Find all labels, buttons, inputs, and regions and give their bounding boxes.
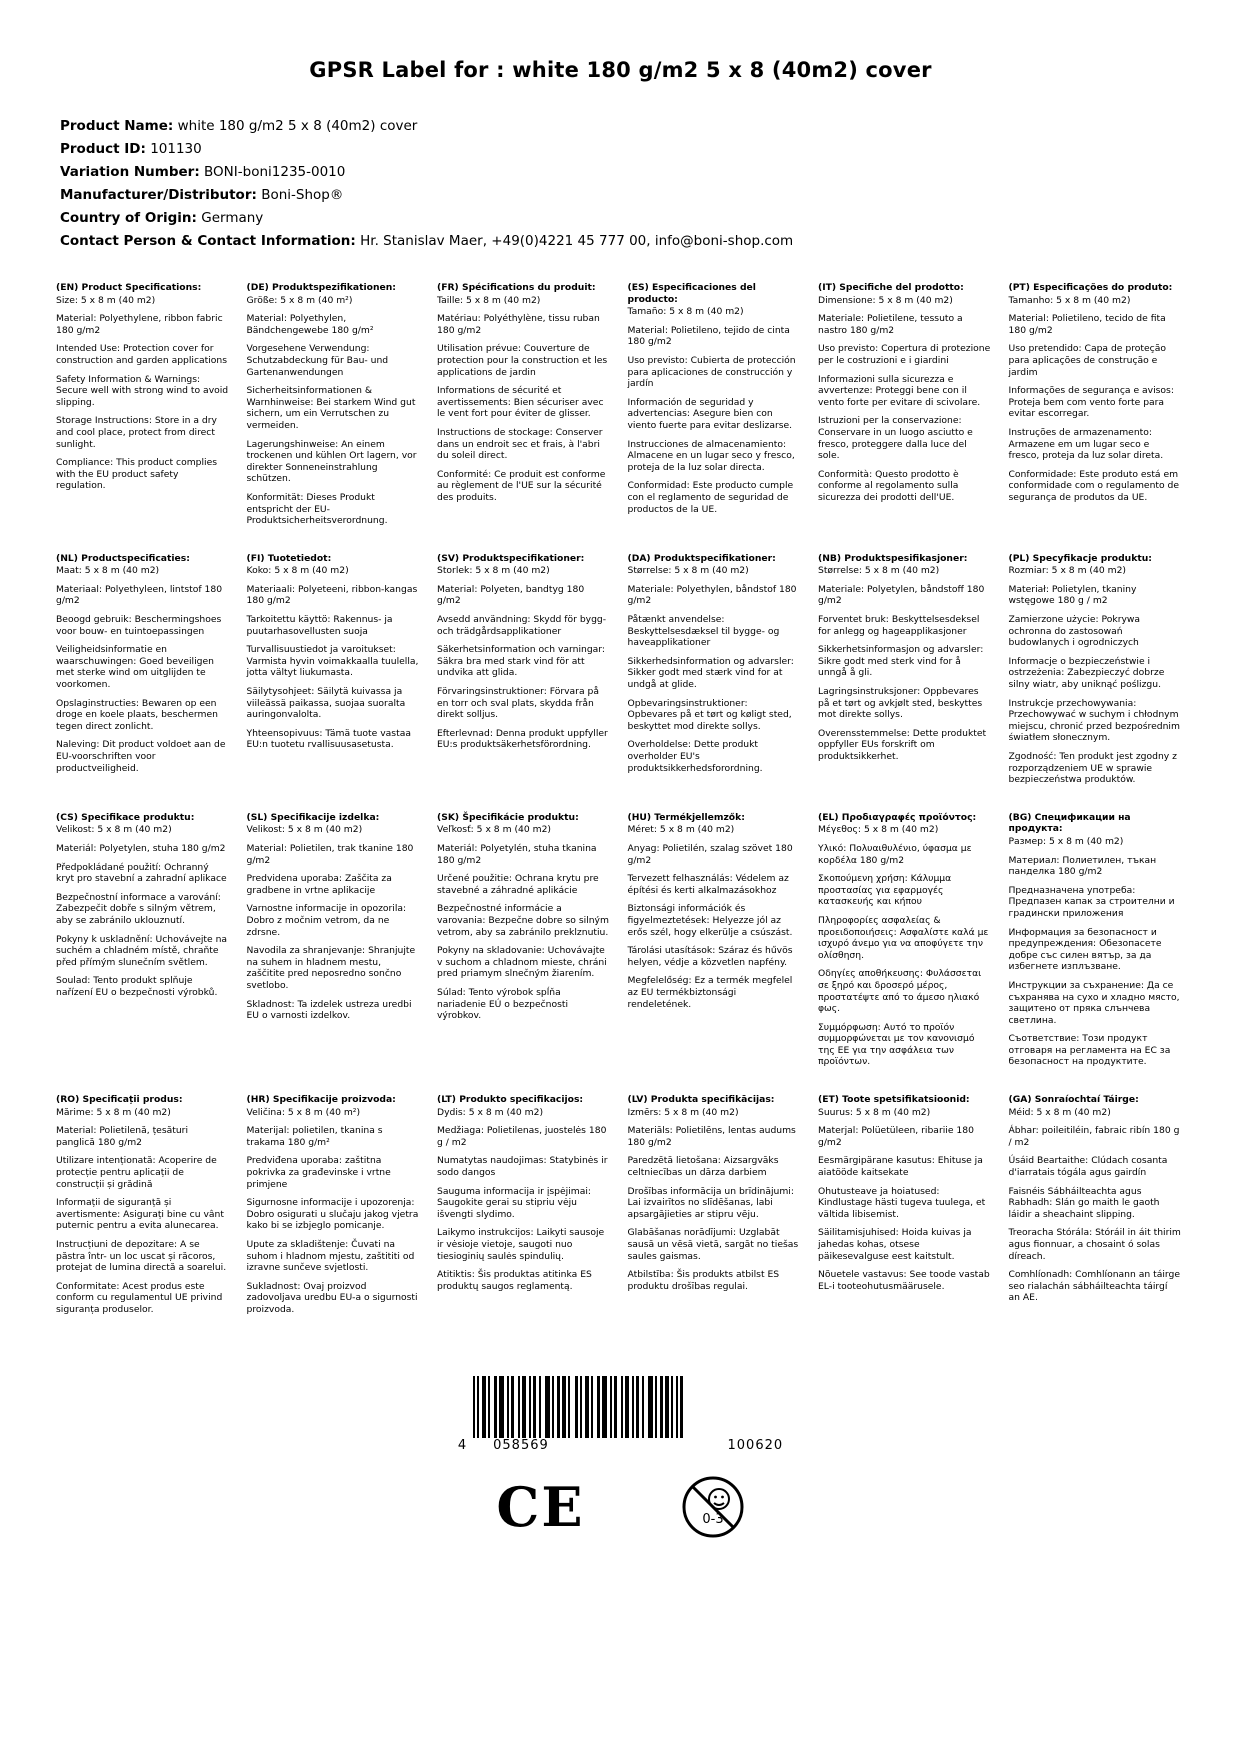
spec-line: Varnostne informacije in opozorila: Dobro z močnim vetrom, da ne zdrsne.	[246, 903, 407, 938]
spec-line: Materiał: Polietylen, tkaniny wstęgowe 180 g / m2	[1008, 583, 1137, 607]
spec-line: Dimensione: 5 x 8 m (40 m2)	[818, 294, 953, 306]
spec-line: Materiaali: Polyeteeni, ribbon-kangas 180 g/m2	[246, 583, 418, 607]
spec-line: Storlek: 5 x 8 m (40 m2)	[437, 565, 550, 577]
spec-heading: (FR) Spécifications du produit:	[437, 282, 596, 293]
spec-line: Súlad: Tento výrobok spĺňa nariadenie EÚ o bezpečnosti výrobkov.	[437, 986, 569, 1022]
spec-line: Megfelelőség: Ez a termék megfelel az EU termékbiztonsági rendeletének.	[627, 975, 793, 1010]
meta-value: BONI-boni1235-0010	[204, 164, 346, 180]
spec-line: Storage Instructions: Store in a dry and cool place, protect from direct sunlight.	[56, 415, 217, 450]
spec-line: Materiāls: Polietilēns, lentas audums 180 g/m2	[627, 1125, 796, 1148]
spec-line: Материал: Полиетилен, тъкан панделка 180 g/m2	[1008, 854, 1157, 878]
conformity-marks	[496, 1475, 744, 1539]
spec-block-el	[818, 812, 995, 1094]
spec-heading: (RO) Specificații produs:	[56, 1094, 183, 1106]
spec-line: Informações de segurança e avisos: Proteja bem com vento forte para evitar escorregar.	[1008, 385, 1174, 420]
spec-line: Yhteensopivuus: Tämä tuote vastaa EU:n tuotetu rvallisuusasetusta.	[246, 727, 411, 751]
spec-line: Sukladnost: Ovaj proizvod zadovoljava uredbu EU-a o sigurnosti proizvoda.	[246, 1280, 418, 1315]
spec-block-et	[818, 1094, 995, 1342]
spec-line: Laikymo instrukcijos: Laikyti sausoje ir vėsioje vietoje, saugoti nuo tiesioginių saulės spindulių.	[437, 1227, 605, 1262]
spec-line: Pokyny k uskladnění: Uchovávejte na suchém a chladném místě, chraňte před přímým slunečním světlem.	[56, 933, 228, 968]
spec-line: Предназначена употреба: Предпазен капак за строителни и градински приложения	[1008, 884, 1175, 919]
spec-line: Opslaginstructies: Bewaren op een droge en koele plaats, beschermen tegen direct zonlicht.	[56, 697, 218, 732]
spec-line: Material: Polietilen, trak tkanine 180 g/m2	[246, 842, 414, 866]
spec-line: Zamierzone użycie: Pokrywa ochronna do zastosowań budowlanych i ogrodniczych	[1008, 614, 1141, 649]
spec-line: Maat: 5 x 8 m (40 m2)	[56, 565, 160, 577]
spec-line: Säilitamisjuhised: Hoida kuivas ja jahedas kohas, otsese päikesevalguse eest kaitstult.	[818, 1227, 972, 1262]
spec-line: Instrukcje przechowywania: Przechowywać w suchym i chłodnym miejscu, chronić przed bezpośrednim światłem słonecznym.	[1008, 697, 1180, 744]
spec-line: Instrucciones de almacenamiento: Almacene en un lugar seco y fresco, proteja de la luz solar directa.	[627, 438, 795, 473]
spec-block-da	[628, 553, 805, 812]
spec-line: Materiale: Polyethylen, båndstof 180 g/m2	[627, 583, 797, 607]
spec-line: Koko: 5 x 8 m (40 m2)	[246, 565, 349, 577]
spec-line: Инструкции за съхранение: Да се съхранява на сухо и хладно място, защитено от пряка слънчева светлина.	[1008, 979, 1180, 1026]
spec-line: Velikost: 5 x 8 m (40 m2)	[56, 824, 172, 836]
age-range-label: 0-3	[701, 1511, 724, 1527]
spec-line: Veiligheidsinformatie en waarschuwingen: Goed beveiligen met sterke wind om uitglijden te voorkomen.	[56, 644, 214, 691]
spec-line: Konformität: Dieses Produkt entspricht der EU-Produktsicherheitsverordnung.	[246, 491, 388, 527]
spec-line: Pokyny na skladovanie: Uchovávajte v suchom a chladnom mieste, chráni pred priamym slnečným žiarením.	[437, 945, 607, 980]
spec-line: Størrelse: 5 x 8 m (40 m2)	[627, 565, 749, 577]
spec-block-nb	[818, 553, 995, 812]
spec-line: Ábhar: poileitiléin, fabraic ribín 180 g / m2	[1008, 1125, 1180, 1148]
spec-line: Tervezett felhasználás: Védelem az építési és kerti alkalmazásokhoz	[627, 873, 789, 896]
spec-line: Zgodność: Ten produkt jest zgodny z rozporządzeniem UE w sprawie bezpieczeństwa produktów.	[1008, 751, 1177, 786]
spec-line: Lagerungshinweise: An einem trockenen und kühlen Ort lagern, vor direkter Sonneneinstrahlung schützen.	[246, 438, 417, 485]
spec-heading: (DA) Produktspecifikationer:	[627, 552, 776, 564]
spec-line: Tárolási utasítások: Száraz és hűvös helyen, védje a közvetlen napfény.	[627, 945, 793, 968]
spec-line: Informazioni sulla sicurezza e avvertenze: Proteggi bene con il vento forte per evitare di scivolare.	[818, 373, 981, 408]
spec-line: Größe: 5 x 8 m (40 m²)	[246, 294, 353, 306]
spec-line: Tamaño: 5 x 8 m (40 m2)	[627, 306, 744, 318]
spec-line: Forventet bruk: Beskyttelsesdeksel for anlegg og hageapplikasjoner	[818, 614, 980, 637]
spec-line: Lagringsinstruksjoner: Oppbevares på et tørt og avkjølt sted, beskyttes mot direkte sollys.	[818, 686, 983, 721]
spec-line: Οδηγίες αποθήκευσης: Φυλάσσεται σε ξηρό και δροσερό μέρος, προστατέψτε από το άμεσο ηλιακό φως.	[818, 968, 982, 1015]
spec-line: Rozmiar: 5 x 8 m (40 m2)	[1008, 565, 1127, 577]
barcode-digits	[473, 1439, 789, 1453]
spec-block-sk	[437, 812, 614, 1094]
spec-line: Numatytas naudojimas: Statybinės ir sodo dangos	[437, 1155, 608, 1179]
spec-heading: (FI) Tuotetiedot:	[246, 552, 332, 564]
spec-line: Biztonsági információk és figyelmeztetések: Helyezze jól az erős szél, hogy elkerülje a csúszást.	[627, 903, 793, 938]
spec-line: Съответствие: Този продукт отговаря на регламента на ЕС за безопасност на продуктите.	[1008, 1033, 1171, 1068]
spec-line: Předpokládané použití: Ochranný kryt pro stavební a zahradní aplikace	[56, 861, 227, 885]
page-title: GPSR Label for : white 180 g/m2 5 x 8 (40m2) cover	[309, 58, 932, 82]
spec-heading: (ES) Especificaciones del producto:	[627, 282, 756, 305]
barcode-group-2: 100620	[727, 1437, 784, 1453]
spec-line: Sikkerhedsinformation og advarsler: Sikker godt med stærk vind for at undgå at glide.	[627, 655, 794, 691]
spec-heading: (HU) Termékjellemzők:	[627, 811, 745, 823]
spec-line: Tarkoitettu käyttö: Rakennus- ja puutarhasovellusten suoja	[246, 614, 393, 637]
spec-line: Dydis: 5 x 8 m (40 m2)	[437, 1106, 544, 1118]
spec-line: Mărime: 5 x 8 m (40 m2)	[56, 1106, 171, 1118]
spec-line: Säkerhetsinformation och varningar: Säkra bra med stark vind för att undvika att glida.	[437, 644, 606, 679]
spec-heading: (EL) Προδιαγραφές προϊόντος:	[818, 811, 977, 823]
spec-line: Treoracha Stórála: Stóráil in áit thirim agus fionnuar, a chosaint ó solas díreach.	[1008, 1227, 1181, 1262]
spec-heading: (PT) Especificações do produto:	[1008, 282, 1173, 293]
spec-heading: (DE) Produktspezifikationen:	[246, 282, 396, 293]
spec-line: Efterlevnad: Denna produkt uppfyller EU:s produktsäkerhetsförordning.	[437, 727, 608, 751]
meta-row-manufacturer	[60, 185, 1185, 206]
spec-line: Material: Polyethylene, ribbon fabric 180 g/m2	[56, 313, 223, 336]
spec-block-pt	[1009, 282, 1186, 553]
spec-heading: (SL) Specifikacije izdelka:	[246, 811, 380, 823]
meta-row-country-of-origin	[60, 208, 1185, 229]
spec-line: Navodila za shranjevanje: Shranjujte na suhem in hladnem mestu, zaščitite pred neposredno sončno svetlobo.	[246, 945, 416, 991]
spec-line: Ohutusteave ja hoiatused: Kindlustage hästi tugeva tuulega, et vältida libisemist.	[818, 1185, 986, 1220]
spec-line: Comhlíonadh: Comhlíonann an táirge seo rialachán sábháilteachta táirgí an AE.	[1008, 1269, 1180, 1304]
spec-line: Påtænkt anvendelse: Beskyttelsesdæksel til bygge- og haveapplikationer	[627, 614, 780, 649]
spec-line: Predviđena uporaba: zaštitna pokrivka za građevinske i vrtne primjene	[246, 1155, 391, 1190]
meta-label: Product Name:	[60, 118, 174, 134]
spec-line: Izmērs: 5 x 8 m (40 m2)	[627, 1106, 739, 1118]
meta-value: Boni-Shop®	[261, 187, 344, 203]
spec-heading: (NB) Produktspesifikasjoner:	[818, 552, 968, 564]
spec-line: Utilizare intenționată: Acoperire de protecție pentru aplicații de construcții și grădină	[56, 1155, 217, 1190]
spec-line: Velikost: 5 x 8 m (40 m2)	[246, 824, 363, 836]
spec-heading: (CS) Specifikace produktu:	[56, 811, 195, 823]
spec-line: Avsedd användning: Skydd för bygg- och trädgårdsapplikationer	[437, 614, 607, 637]
spec-line: Veľkosť: 5 x 8 m (40 m2)	[437, 824, 552, 836]
spec-line: Opbevaringsinstruktioner: Opbevares på et tørt og køligt sted, beskyttet mod direkte sollys.	[627, 697, 792, 732]
spec-line: Sigurnosne informacije i upozorenja: Dobro osigurati u slučaju jakog vjetra kako bi se izbjeglo pomicanje.	[246, 1197, 419, 1232]
spec-line: Size: 5 x 8 m (40 m2)	[56, 294, 156, 306]
spec-line: Anyag: Polietilén, szalag szövet 180 g/m2	[627, 842, 793, 866]
barcode-group-1: 058569	[493, 1437, 549, 1453]
spec-line: Informations de sécurité et avertissements: Bien sécuriser avec le vent fort pour éviter de glisser.	[437, 385, 604, 420]
spec-line: Medžiaga: Polietilenas, juostelės 180 g / m2	[437, 1125, 607, 1148]
spec-line: Drošības informācija un brīdinājumi: Lai izvairītos no slīdēšanas, labi apsargājieties ar stipru vēju.	[627, 1185, 794, 1220]
spec-block-it	[818, 282, 995, 553]
spec-line: Intended Use: Protection cover for construction and garden applications	[56, 343, 228, 366]
product-meta	[60, 116, 1185, 252]
spec-line: Instructions de stockage: Conserver dans un endroit sec et frais, à l'abri du soleil direct.	[437, 426, 603, 462]
spec-heading: (HR) Specifikacije proizvoda:	[246, 1094, 396, 1106]
spec-block-sv	[437, 553, 614, 812]
barcode-left-digit: 4	[457, 1437, 468, 1453]
spec-line: Material: Polietileno, tecido de fita 180 g/m2	[1008, 313, 1166, 336]
spec-line: Materjal: Polüetüleen, ribariie 180 g/m2	[818, 1125, 974, 1148]
spec-line: Atitiktis: Šis produktas atitinka ES produktų saugos reglamentą.	[437, 1269, 592, 1292]
spec-line: Safety Information & Warnings: Secure well with strong wind to avoid slipping.	[56, 373, 229, 408]
spec-block-en	[56, 282, 233, 553]
spec-line: Πληροφορίες ασφαλείας & προειδοποιήσεις: Ασφαλίστε καλά με ισχυρό άνεμο για να αποφύγετε την ολίσθηση.	[818, 914, 989, 961]
meta-value: white 180 g/m2 5 x 8 (40m2) cover	[177, 118, 418, 134]
spec-line: Sicherheitsinformationen & Warnhinweise: Bei starkem Wind gut sichern, um ein Verrutschen zu vermeiden.	[246, 385, 416, 431]
meta-row-product-name	[60, 116, 1185, 137]
spec-block-sl	[247, 812, 424, 1094]
spec-line: Materiaal: Polyethyleen, lintstof 180 g/m2	[56, 583, 223, 607]
barcode	[452, 1376, 789, 1453]
spec-block-bg	[1009, 812, 1186, 1094]
spec-heading: (IT) Specifiche del prodotto:	[818, 282, 964, 293]
spec-line: Nõuetele vastavus: See toode vastab EL-i tooteohutusmäärusele.	[818, 1269, 990, 1292]
meta-label: Manufacturer/Distributor:	[60, 187, 257, 203]
spec-line: Conformitate: Acest produs este conform cu regulamentul UE privind siguranța produselor.	[56, 1280, 223, 1315]
spec-block-ga	[1009, 1094, 1186, 1342]
barcode-bars	[473, 1376, 789, 1438]
spec-line: Beoogd gebruik: Beschermingshoes voor bouw- en tuintoepassingen	[56, 614, 222, 637]
spec-line: Material: Polyeten, bandtyg 180 g/m2	[437, 583, 585, 607]
spec-line: Vorgesehene Verwendung: Schutzabdeckung für Bau- und Gartenanwendungen	[246, 343, 389, 378]
spec-line: Υλικό: Πολυαιθυλένιο, ύφασμα με κορδέλα 180 g/m2	[818, 842, 972, 866]
spec-line: Naleving: Dit product voldoet aan de EU-voorschriften voor productveiligheid.	[56, 739, 226, 774]
spec-block-ro	[56, 1094, 233, 1342]
spec-line: Materiale: Polyetylen, båndstoff 180 g/m2	[818, 583, 985, 607]
spec-heading: (SK) Špecifikácie produktu:	[437, 811, 579, 823]
spec-block-fi	[247, 553, 424, 812]
spec-line: Úsáid Beartaithe: Clúdach cosanta d'iarratais tógála agus gairdín	[1008, 1155, 1168, 1179]
spec-line: Material: Polyethylen, Bändchengewebe 180 g/m²	[246, 313, 374, 336]
spec-line: Materiál: Polyetylén, stuha tkanina 180 g/m2	[437, 842, 597, 866]
spec-line: Utilisation prévue: Couverture de protection pour la construction et les applications de jardin	[437, 343, 608, 378]
spec-line: Conformidad: Este producto cumple con el reglamento de seguridad de productos de la UE.	[627, 480, 794, 515]
spec-line: Určené použitie: Ochrana krytu pre stavebné a záhradné aplikácie	[437, 873, 599, 896]
spec-line: Atbilstība: Šis produkts atbilst ES produktu drošības regulai.	[627, 1269, 780, 1292]
spec-line: Istruzioni per la conservazione: Conservare in un luogo asciutto e fresco, proteggere dalla luce del sole.	[818, 415, 973, 462]
spec-line: Informacje o bezpieczeństwie i ostrzeżenia: Zabezpieczyć dobrze silny wiatr, aby uniknąć poślizgu.	[1008, 655, 1165, 691]
spec-line: Soulad: Tento produkt splňuje nařízení EU o bezpečnosti výrobků.	[56, 975, 218, 998]
spec-heading: (ET) Toote spetsifikatsioonid:	[818, 1094, 970, 1106]
spec-line: Sikkerhetsinformasjon og advarsler: Sikre godt med sterk vind for å unngå å gli.	[818, 644, 984, 679]
spec-line: Conformità: Questo prodotto è conforme al regolamento sulla sicurezza dei prodotti dell'UE.	[818, 468, 959, 503]
meta-value: Hr. Stanislav Maer, +49(0)4221 45 777 00, info@boni-shop.com	[360, 233, 794, 249]
spec-line: Material: Polietilenă, țesături panglică 180 g/m2	[56, 1125, 189, 1148]
meta-row-variation-number	[60, 162, 1185, 183]
spec-line: Informații de siguranță și avertismente: Asigurați bine cu vânt puternic pentru a evita alunecarea.	[56, 1197, 224, 1232]
spec-block-es	[628, 282, 805, 553]
spec-block-lv	[628, 1094, 805, 1342]
spec-line: Uso previsto: Copertura di protezione per le costruzioni e i giardini	[818, 343, 991, 366]
spec-line: Materijal: polietilen, tkanina s trakama 180 g/m²	[246, 1125, 383, 1148]
spec-line: Bezpečnostní informace a varování: Zabezpečit dobře s silným větrem, aby se zabránilo uklouznutí.	[56, 891, 221, 926]
age-warning-icon	[681, 1475, 745, 1539]
meta-label: Contact Person & Contact Information:	[60, 233, 356, 249]
spec-line: Размер: 5 x 8 m (40 m2)	[1008, 835, 1124, 847]
spec-line: Conformité: Ce produit est conforme au règlement de l'UE sur la sécurité des produits.	[437, 468, 606, 503]
meta-row-product-id	[60, 139, 1185, 160]
spec-line: Turvallisuustiedot ja varoitukset: Varmista hyvin voimakkaalla tuulella, jotta vältyt liukumasta.	[246, 644, 419, 679]
spec-line: Uso pretendido: Capa de proteção para aplicações de construção e jardim	[1008, 343, 1166, 378]
spec-line: Συμμόρφωση: Αυτό το προϊόν συμμορφώνεται με τον κανονισμό της ΕΕ για την ασφάλεια των προϊόντων.	[818, 1021, 975, 1068]
spec-line: Instruções de armazenamento: Armazene em um lugar seco e fresco, proteja da luz solar direta.	[1008, 426, 1164, 462]
spec-line: Tamanho: 5 x 8 m (40 m2)	[1008, 294, 1131, 306]
spec-block-hu	[628, 812, 805, 1094]
spec-line: Overensstemmelse: Dette produktet oppfyller EUs forskrift om produktsikkerhet.	[818, 727, 987, 762]
spec-line: Materiál: Polyetylen, stuha 180 g/m2	[56, 842, 226, 854]
spec-heading: (BG) Спецификации на продукта:	[1008, 811, 1131, 835]
spec-line: Material: Polietileno, tejido de cinta 180 g/m2	[627, 324, 790, 348]
spec-line: Conformidade: Este produto está em conformidade com o regulamento de segurança de produtos da UE.	[1008, 468, 1180, 503]
spec-line: Eesmärgipärane kasutus: Ehituse ja aiatööde kaitsekate	[818, 1155, 983, 1179]
spec-block-nl	[56, 553, 233, 812]
spec-line: Förvaringsinstruktioner: Förvara på en torr och sval plats, skydda från direkt solljus.	[437, 686, 599, 721]
spec-block-pl	[1009, 553, 1186, 812]
spec-line: Overholdelse: Dette produkt overholder EU's produktsikkerhedsforordning.	[627, 739, 763, 774]
spec-heading: (SV) Produktspecifikationer:	[437, 552, 585, 564]
spec-line: Sauguma informacija ir įspėjimai: Saugokite gerai su stipriu vėju išvengti slydimo.	[437, 1185, 591, 1220]
spec-heading: (PL) Specyfikacje produktu:	[1008, 552, 1152, 564]
spec-line: Paredzētā lietošana: Aizsargvāks celtniecības un dārza darbiem	[627, 1155, 779, 1179]
spec-line: Información de seguridad y advertencias: Asegure bien con viento fuerte para evitar deslizarse.	[627, 396, 793, 431]
spec-block-lt	[437, 1094, 614, 1342]
spec-line: Taille: 5 x 8 m (40 m2)	[437, 294, 541, 306]
spec-heading: (LT) Produkto specifikacijos:	[437, 1094, 584, 1106]
spec-line: Suurus: 5 x 8 m (40 m2)	[818, 1106, 931, 1118]
spec-line: Instrucțiuni de depozitare: A se păstra într- un loc uscat și răcoros, protejat de lumina directă a soarelui.	[56, 1239, 227, 1274]
spec-block-hr	[247, 1094, 424, 1342]
spec-line: Predvidena uporaba: Zaščita za gradbene in vrtne aplikacije	[246, 873, 392, 896]
spec-line: Matériau: Polyéthylène, tissu ruban 180 g/m2	[437, 313, 600, 336]
spec-heading: (NL) Productspecificaties:	[56, 552, 190, 564]
language-specs-grid	[56, 282, 1185, 1342]
meta-value: Germany	[201, 210, 264, 226]
meta-value: 101130	[150, 141, 202, 157]
spec-line: Bezpečnostné informácie a varovania: Bezpečne dobre so silným vetrom, aby sa zabránilo preklznutiu.	[437, 903, 609, 938]
spec-line: Μέγεθος: 5 x 8 m (40 m2)	[818, 824, 939, 836]
meta-row-contact	[60, 231, 1185, 252]
footer	[56, 1376, 1185, 1557]
meta-label: Variation Number:	[60, 164, 200, 180]
spec-heading: (LV) Produkta specifikācijas:	[627, 1094, 775, 1106]
meta-label: Product ID:	[60, 141, 146, 157]
spec-line: Méret: 5 x 8 m (40 m2)	[627, 824, 735, 836]
spec-line: Säilytysohjeet: Säilytä kuivassa ja viileässä paikassa, suojaa suoralta auringonvalolta.	[246, 686, 406, 721]
spec-line: Upute za skladištenje: Čuvati na suhom i hladnom mjestu, zaštititi od izravne sunčeve svjetlosti.	[246, 1239, 415, 1274]
spec-line: Compliance: This product complies with the EU product safety regulation.	[56, 457, 218, 492]
ce-mark-icon: CE	[496, 1474, 585, 1539]
spec-heading: (GA) Sonraíochtaí Táirge:	[1008, 1094, 1139, 1106]
spec-line: Veličina: 5 x 8 m (40 m²)	[246, 1106, 361, 1118]
spec-line: Информация за безопасност и предупреждения: Обезопасете добре със силен вятър, за да избегнете изплъзване.	[1008, 926, 1162, 973]
spec-line: Glabāšanas norādījumi: Uzglabāt sausā un vēsā vietā, sargāt no tiešas saules gaismas.	[627, 1227, 799, 1262]
meta-label: Country of Origin:	[60, 210, 197, 226]
spec-line: Materiale: Polietilene, tessuto a nastro 180 g/m2	[818, 313, 963, 336]
spec-line: Uso previsto: Cubierta de protección para aplicaciones de construcción y jardín	[627, 354, 796, 390]
spec-line: Skladnost: Ta izdelek ustreza uredbi EU o varnosti izdelkov.	[246, 998, 412, 1022]
spec-block-de	[247, 282, 424, 553]
spec-line: Méid: 5 x 8 m (40 m2)	[1008, 1106, 1111, 1118]
spec-line: Faisnéis Sábháilteachta agus Rabhadh: Slán go maith le gaoth láidir a sheachaint slipping.	[1008, 1185, 1160, 1220]
spec-line: Σκοπούμενη χρήση: Κάλυμμα προστασίας για εφαρμογές κατασκευής και κήπου	[818, 873, 952, 908]
spec-block-cs	[56, 812, 233, 1094]
spec-block-fr	[437, 282, 614, 553]
spec-heading: (EN) Product Specifications:	[56, 282, 202, 293]
spec-line: Størrelse: 5 x 8 m (40 m2)	[818, 565, 940, 577]
